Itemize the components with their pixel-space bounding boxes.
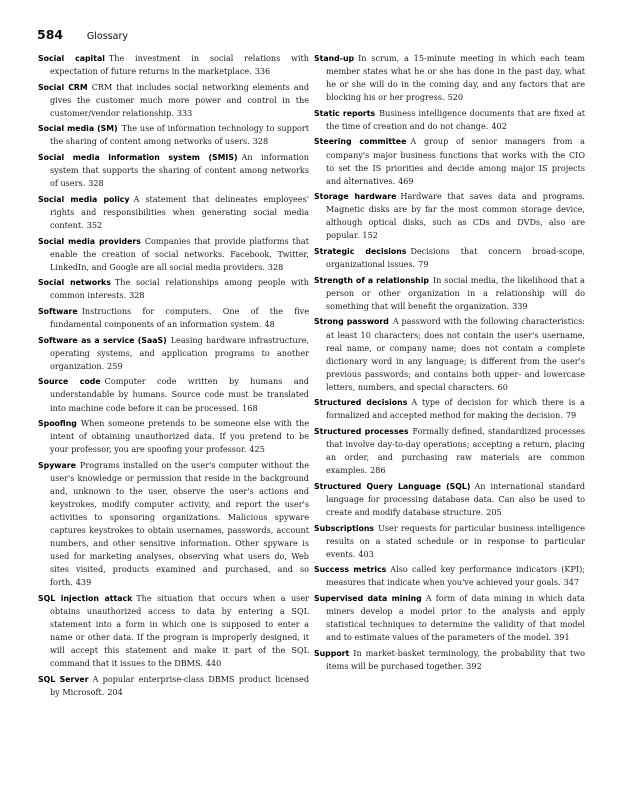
glossary-definition: A form of data mining in which data miners develop a model prior to the analysis and apply statistical techniques to determine the validity of that model and to estimate values of the parameters of the model. [326,592,585,643]
glossary-entry [314,315,585,393]
page-reference: 286 [370,465,386,476]
glossary-term: Spoofing [38,419,77,429]
glossary-term: Static reports [314,108,376,118]
left-column [38,52,309,702]
glossary-term: Support [314,648,350,658]
glossary-entry [38,151,309,190]
page-reference: 48 [264,319,275,330]
page-reference: 439 [75,577,92,588]
glossary-entry [38,375,309,414]
page-reference: 347 [563,577,580,588]
glossary-term: Strong password [314,317,389,327]
glossary-term: Strength of a relationship [314,275,429,285]
glossary-entry [38,417,309,456]
glossary-term: Social media (SM) [38,124,118,134]
glossary-term: Storage hardware [314,192,397,202]
glossary-definition: Instructions for computers. One of the five fundamental components of an information system. [50,306,309,330]
glossary-definition: Decisions that concern broad-scope, organizational issues. [326,246,585,270]
page-reference: 152 [362,230,378,241]
glossary-entry [314,190,585,242]
glossary-term: Structured processes [314,427,409,437]
glossary-entry [38,81,309,120]
page-reference: 328 [129,290,145,301]
glossary-term: SQL injection attack [38,593,133,603]
page-reference: 333 [176,107,193,118]
glossary-definition: Formally defined, standardized processes that involve day-to-day operations; accepting a return, placing an order, and purchasing raw materials are common examples. [326,426,585,476]
glossary-entry [38,459,309,589]
page-reference: 60 [497,381,508,392]
glossary-entry [38,52,309,78]
glossary-term: Structured decisions [314,398,408,408]
page-reference: 402 [491,120,507,131]
glossary-term: Strategic decisions [314,247,407,257]
glossary-definition: In social media, the likelihood that a person or other organization in a relationship will do something that will benefit the organization. [326,274,585,311]
glossary-definition: The situation that occurs when a user obtains unauthorized access to data by entering a SQL statement into a form in which one is supposed to enter a name or other data. If the program is improperly designed, it will accept this statement and make it part of the SQL command that it issues to the DBMS. [50,592,309,669]
glossary-definition: In market-basket terminology, the probability that two items will be purchased together. [326,647,585,671]
glossary-entry [314,480,585,519]
page-reference: 79 [565,410,577,421]
glossary-definition: Computer code written by humans and understandable by humans. Source code must be translated into machine code before it can be processed. [50,376,309,413]
glossary-entry [314,522,585,561]
glossary-term: Software as a service (SaaS) [38,335,167,345]
page-reference: 168 [242,402,258,413]
page-reference: 204 [107,686,123,697]
right-column [314,52,585,675]
glossary-term: Software [38,307,78,316]
glossary-entry [314,135,585,187]
glossary-entry [38,673,309,699]
glossary-definition: The use of information technology to support the sharing of content among networks of users. [50,123,310,147]
page-reference: 425 [249,444,265,455]
glossary-entry [314,592,585,644]
glossary-term: Stand-up [314,54,355,63]
glossary-entry [38,592,309,670]
glossary-definition: A popular enterprise-class DBMS product licensed by Microsoft. [50,673,310,697]
glossary-term: Source code [38,377,101,387]
page-reference: 328 [252,136,269,147]
glossary-entry [314,107,585,133]
glossary-definition: An international standard language for processing database data. Can also be used to create and modify database structure. [326,480,586,517]
page-reference: 391 [554,632,570,643]
page-reference: 392 [466,660,482,671]
glossary-definition: Also called key performance indicators (KPI); measures that indicate when you've achieved your goals. [326,564,585,588]
glossary-entry [38,276,309,302]
glossary-entry [314,396,585,422]
glossary-entry [314,563,585,589]
glossary-term: Social media policy [38,194,130,204]
page-reference: 205 [486,506,502,517]
glossary-entry [314,274,585,313]
glossary-entry [38,193,309,232]
glossary-entry [314,647,585,673]
section-title: Glossary [86,31,128,42]
glossary-definition: A type of decision for which there is a formalized and accepted method for making the decision. [326,397,585,421]
glossary-definition: Leasing hardware infrastructure, operating systems, and application programs to another organization. [50,334,309,371]
glossary-definition: User requests for particular business intelligence results on a stated schedule or in response to particular events. [326,522,585,559]
page-reference: 469 [398,175,414,186]
page-number: 584 [37,27,64,42]
page-reference: 328 [267,261,284,272]
glossary-entry [314,52,585,104]
glossary-term: Structured Query Language (SQL) [314,481,471,491]
glossary-entry [38,305,309,331]
glossary-term: Success metrics [314,565,387,575]
glossary-term: Social capital [38,54,105,63]
glossary-entry [314,425,585,477]
page-reference: 336 [254,66,271,77]
glossary-entry [38,334,309,373]
glossary-entry [38,235,309,274]
glossary-definition: A statement that delineates employees' rights and responsibilities when generating social media content. [50,193,309,230]
page-reference: 339 [512,300,528,311]
glossary-definition: Programs installed on the user's computer without the user's knowledge or permission that reside in the background and, unknown to the user, observe the user's actions and keystrokes, modify computer activity, and report the user's activities to sponsoring organizations. Malicious spyware captures keystrokes to obtain usernames, passwords, account numbers, and other sensitive information. Other spyware is used for marketing analyses, observing what users do, Web sites visited, products examined and purchased, and so forth. [50,459,309,588]
glossary-entry [314,245,585,271]
glossary-term: Steering committee [314,137,407,147]
page-reference: 352 [86,219,103,230]
glossary-definition: Business intelligence documents that are fixed at the time of creation and do not change. [326,107,585,131]
glossary-term: Social media information system (SMIS) [38,153,238,163]
page-reference: 403 [358,548,374,559]
page-reference: 520 [447,92,464,103]
glossary-entry [38,122,309,148]
glossary-definition: An information system that supports the sharing of content among networks of users. [50,152,309,189]
glossary-definition: Companies that provide platforms that enable the creation of social networks. Facebook, Twitter, LinkedIn, and Google are all social media providers. [50,235,309,272]
glossary-definition: The investment in social relations with expectation of future returns in the marketplace. [50,53,309,77]
glossary-term: Subscriptions [314,523,375,533]
page-reference: 259 [107,360,123,371]
glossary-definition: When someone pretends to be someone else with the intent of obtaining unauthorized data. If you pretend to be your professor, you are spoofing your professor. [50,418,309,455]
glossary-definition: CRM that includes social networking elements and gives the customer much more power and control in the customer/vendor relationship. [50,81,309,118]
glossary-term: Supervised data mining [314,593,422,603]
glossary-definition: In scrum, a 15-minute meeting in which each team member states what he or she has done in the past day, what he or she will do in the coming day, and any factors that are blocking his or her progress. [326,53,585,103]
page-reference: 440 [205,658,222,669]
glossary-term: Social CRM [38,82,88,92]
glossary-term: Social media providers [38,236,141,246]
glossary-definition: Hardware that saves data and programs. Magnetic disks are by far the most common storage device, although optical disks, such as CDs and DVDs, also are popular. [326,191,585,241]
glossary-definition: A password with the following characteristics: at least 10 characters; does not contain the user's username, real name, or company name; does not contain a complete dictionary word in any language; is different from the user's previous passwords; and contains both upper- and lowercase letters, numbers, and special characters. [326,316,585,392]
page-header [37,27,128,42]
glossary-term: Spyware [38,460,76,470]
page-reference: 328 [88,178,104,189]
glossary-term: Social networks [38,278,111,288]
glossary-definition: A group of senior managers from a company's major business functions that works with the CIO to set the IS priorities and decide among major IS projects and alternatives. [326,136,585,186]
glossary-definition: The social relationships among people with common interests. [50,277,309,301]
page-reference: 79 [418,259,429,270]
glossary-term: SQL Server [38,674,89,684]
